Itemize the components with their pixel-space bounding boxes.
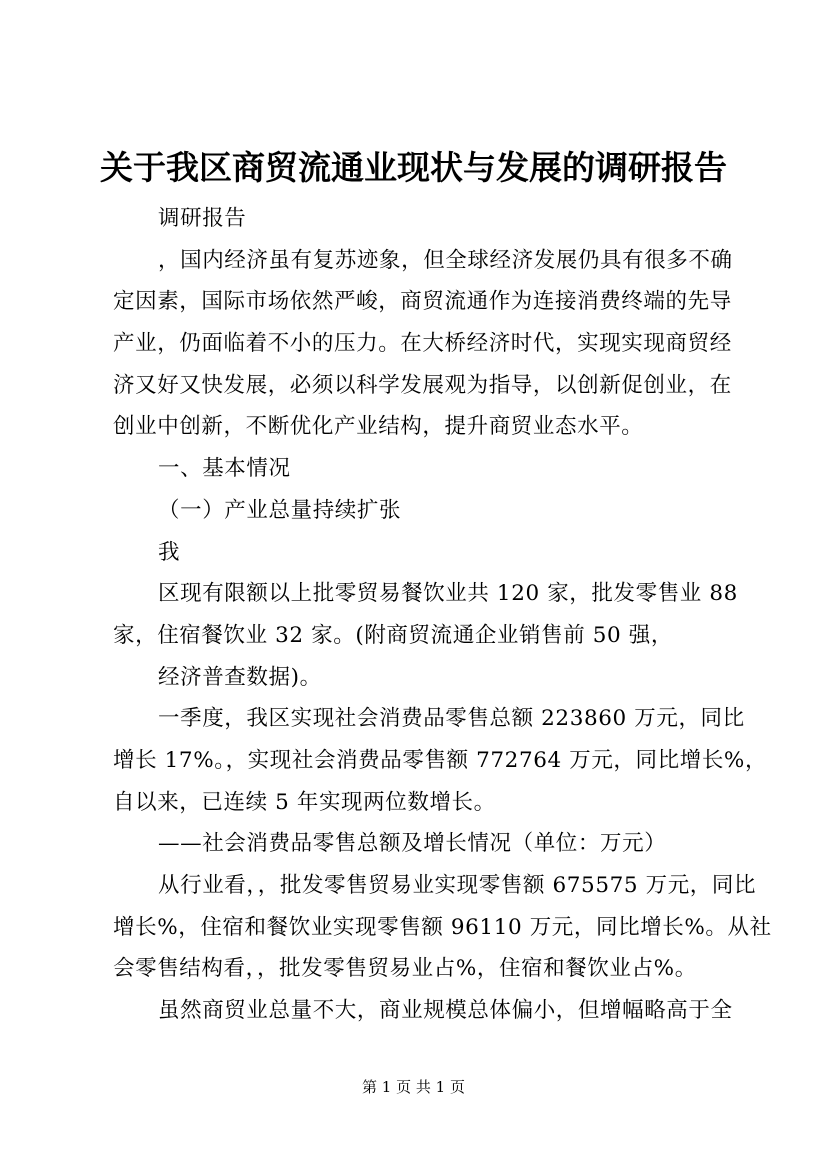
paragraph-line: 会零售结构看，，批发零售贸易业占%，住宿和餐饮业占%。 xyxy=(113,956,697,982)
paragraph-line: 家，住宿餐饮业 32 家。(附商贸流通企业销售前 50 强， xyxy=(113,622,673,648)
paragraph-line: 定因素，国际市场依然严峻，商贸流通作为连接消费终端的先导 xyxy=(113,289,732,315)
paragraph-line: 我 xyxy=(158,539,181,565)
paragraph-line: 济又好又快发展，必须以科学发展观为指导，以创新促创业，在 xyxy=(113,372,732,398)
subsection-heading: （一）产业总量持续扩张 xyxy=(158,497,402,523)
paragraph-line: 从行业看，，批发零售贸易业实现零售额 675575 万元，同比 xyxy=(158,873,757,898)
paragraph-line: 经济普查数据)。 xyxy=(158,664,322,690)
document-body xyxy=(113,198,772,1032)
paragraph-line: ，国内经济虽有复苏迹象，但全球经济发展仍具有很多不确 xyxy=(158,247,733,273)
paragraph-line: 增长%，住宿和餐饮业实现零售额 96110 万元，同比增长%。从社 xyxy=(113,914,772,940)
paragraph-line: 自以来，已连续 5 年实现两位数增长。 xyxy=(113,789,496,815)
paragraph-line: 创业中创新，不断优化产业结构，提升商贸业态水平。 xyxy=(113,414,644,440)
paragraph-line: 虽然商贸业总量不大，商业规模总体偏小，但增幅略高于全 xyxy=(158,998,733,1024)
paragraph-line: 产业，仍面临着不小的压力。在大桥经济时代，实现实现商贸经 xyxy=(113,331,732,357)
page-title: 关于我区商贸流通业现状与发展的调研报告 xyxy=(100,148,727,187)
paragraph-line: 一季度，我区实现社会消费品零售总额 223860 万元，同比 xyxy=(158,706,745,732)
table-caption: ——社会消费品零售总额及增长情况（单位：万元） xyxy=(158,831,667,857)
paragraph-line: 增长 17%。，实现社会消费品零售额 772764 万元，同比增长%， xyxy=(113,747,768,773)
paragraph-line: 调研报告 xyxy=(158,206,247,231)
page-footer: 第 1 页 共 1 页 xyxy=(362,1078,465,1096)
paragraph-line: 区现有限额以上批零贸易餐饮业共 120 家，批发零售业 88 xyxy=(158,581,738,607)
section-heading: 一、基本情况 xyxy=(158,456,291,482)
